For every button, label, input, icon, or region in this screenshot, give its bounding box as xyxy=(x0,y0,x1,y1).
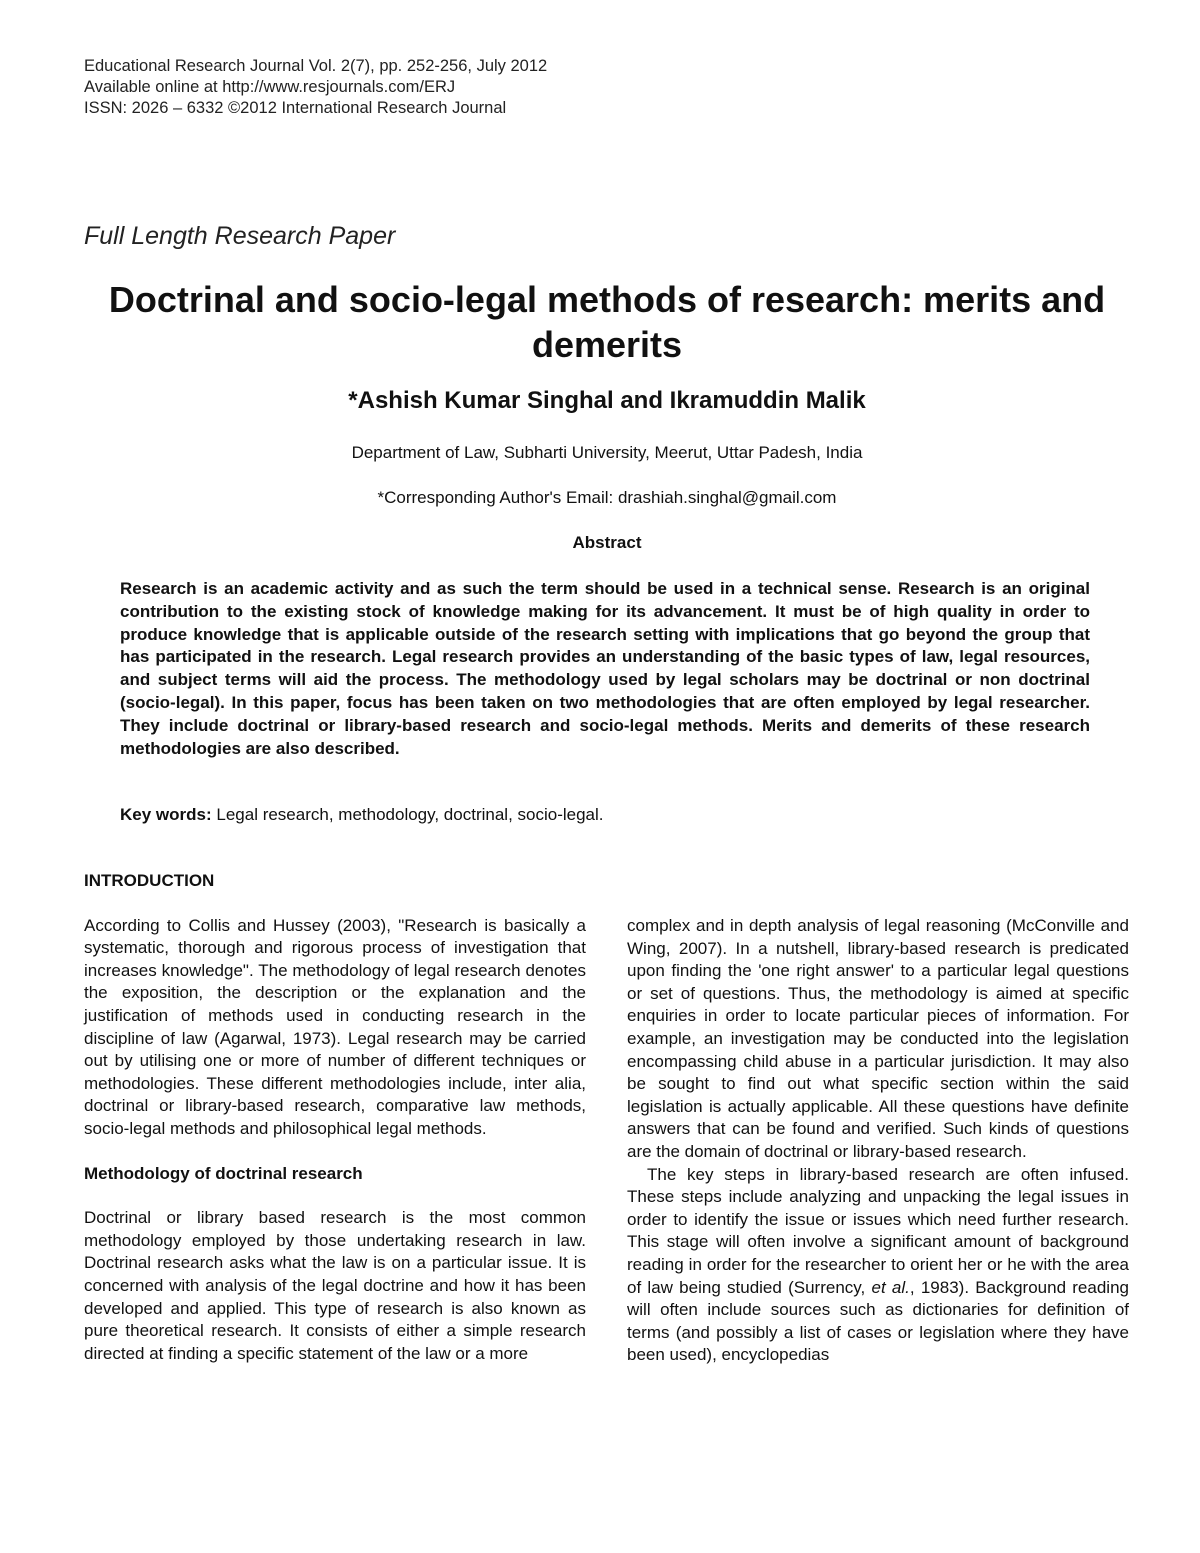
corresponding-author-email: *Corresponding Author's Email: drashiah.singhal@gmail.com xyxy=(377,488,837,507)
right-column xyxy=(627,915,1129,1367)
journal-citation: Educational Research Journal Vol. 2(7), pp. 252-256, July 2012 xyxy=(84,57,548,75)
introduction-heading: INTRODUCTION xyxy=(84,871,215,890)
journal-issn: ISSN: 2026 – 6332 ©2012 International Research Journal xyxy=(84,99,507,117)
legal-reasoning-paragraph: complex and in depth analysis of legal reasoning (McConville and Wing, 2007). In a nutshell, library-based research is predicated upon finding the 'one right answer' to a particular legal questions or set of questions. Thus, the methodology is aimed at specific enquiries in order to locate particular pieces of information. For example, an investigation may be conducted into the legislation encompassing child abuse in a particular jurisdiction. It may also be sought to find out what specific section within the said legislation is actually applicable. All these questions have definite answers that can be found and verified. Such kinds of questions are the domain of doctrinal or library-based research. xyxy=(627,916,1129,1161)
keywords-label: Key words: xyxy=(120,805,212,824)
et-al-citation: et al. xyxy=(871,1277,910,1297)
library-research-steps-paragraph xyxy=(627,1164,1129,1367)
doctrinal-methodology-heading: Methodology of doctrinal research xyxy=(84,1163,363,1183)
journal-availability: Available online at http://www.resjournals.com/ERJ xyxy=(84,78,456,96)
journal-header xyxy=(84,56,547,119)
abstract-heading: Abstract xyxy=(572,533,642,552)
keywords xyxy=(120,805,1090,825)
abstract-text: Research is an academic activity and as such the term should be used in a technical sense. Research is an original contribution to the existing stock of knowledge making for its advancement. It must be of high quality in order to produce knowledge that is applicable outside of the research setting with implications that go beyond the group that has participated in the research. Legal research provides an understanding of the basic types of law, legal resources, and subject terms will aid the process. The methodology used by legal scholars may be doctrinal or non doctrinal (socio-legal). In this paper, focus has been taken on two methodologies that are often employed by legal researcher. They include doctrinal or library-based research and socio-legal methods. Merits and demerits of these research methodologies are also described. xyxy=(120,579,1090,758)
introduction-paragraph: According to Collis and Hussey (2003), "Research is basically a systematic, thorough and rigorous process of investigation that increases knowledge". The methodology of legal research denotes the exposition, the description or the explanation and the justification of methods used in conducting research in the discipline of law (Agarwal, 1973). Legal research may be carried out by utilising one or more of number of different techniques or methodologies. These different methodologies include, inter alia, doctrinal or library-based research, comparative law methods, socio-legal methods and philosophical legal methods. xyxy=(84,915,586,1138)
author-list: *Ashish Kumar Singhal and Ikramuddin Malik xyxy=(348,387,866,414)
left-column xyxy=(84,870,586,1365)
library-research-steps-text-2: , 1983). Background reading will often include sources such as dictionaries for definition of terms (and possibly a list of cases or legislation where they have been used), encyclopedias xyxy=(627,1277,1129,1365)
paper-title: Doctrinal and socio-legal methods of research: merits and demerits xyxy=(108,279,1106,365)
doctrinal-paragraph: Doctrinal or library based research is the most common methodology employed by those undertaking research in law. Doctrinal research asks what the law is on a particular issue. It is concerned with analysis of the legal doctrine and how it has been developed and applied. This type of research is also known as pure theoretical research. It consists of either a simple research directed at finding a specific statement of the law or a more xyxy=(84,1208,586,1363)
keywords-value: Legal research, methodology, doctrinal, socio-legal. xyxy=(216,805,604,824)
library-research-steps-text-1: The key steps in library-based research are often infused. These steps include analyzing and unpacking the legal issues in order to identify the issue or issues which need further research. This stage will often involve a significant amount of background reading in order for the researcher to orient her or he with the area of law being studied (Surrency, xyxy=(627,1164,1129,1297)
author-affiliation: Department of Law, Subharti University, Meerut, Uttar Padesh, India xyxy=(351,443,863,462)
paper-type-label: Full Length Research Paper xyxy=(84,222,396,250)
